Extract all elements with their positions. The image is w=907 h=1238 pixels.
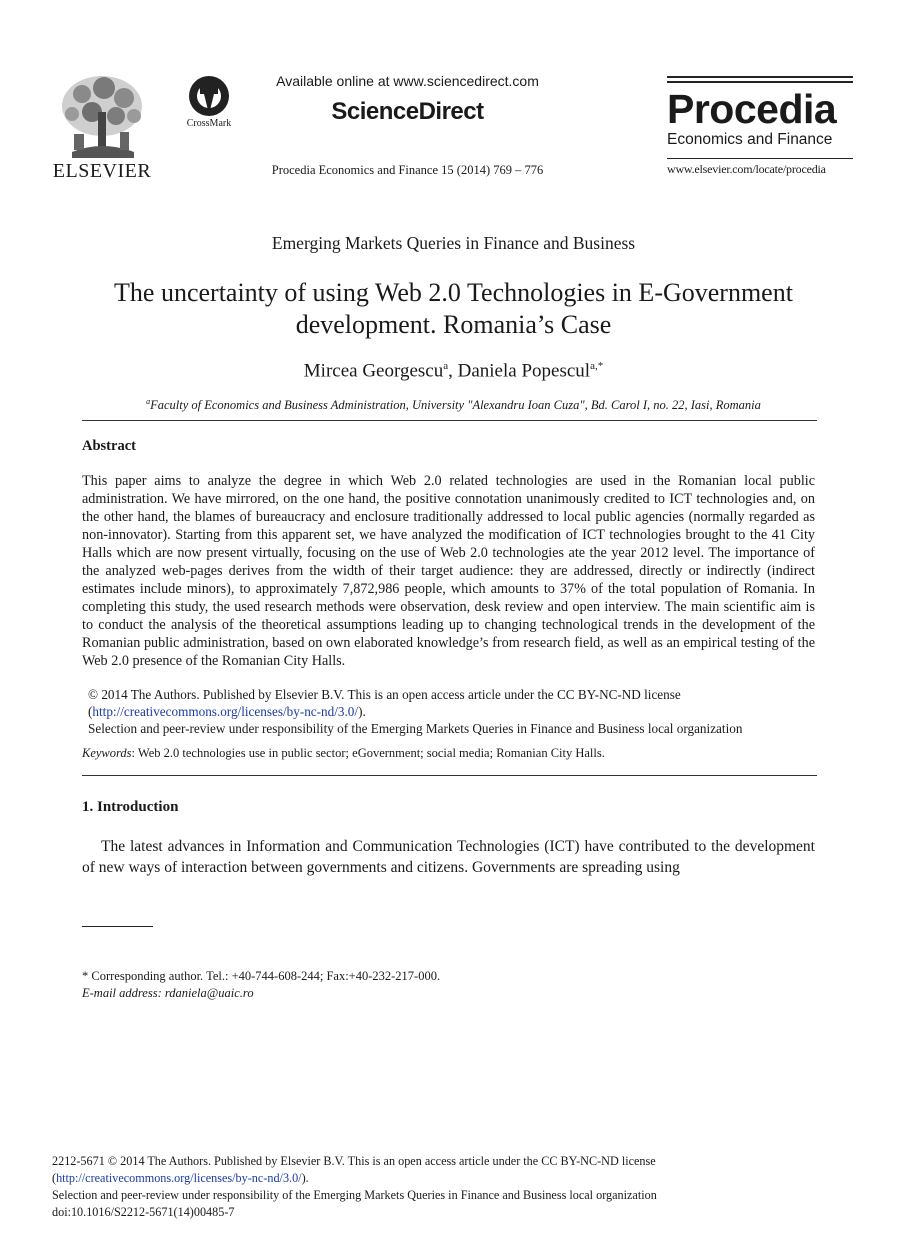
issn-copyright: 2212-5671 © 2014 The Authors. Published by Elsevier B.V. This is an open access article under the CC BY-NC-ND license bbox=[52, 1154, 656, 1168]
author-name: Mircea Georgescu bbox=[303, 360, 444, 382]
masthead-rule bbox=[667, 81, 853, 83]
affiliation-mark: a bbox=[146, 397, 151, 406]
keywords bbox=[82, 746, 815, 761]
bottom-peer-review: Selection and peer-review under responsibility of the Emerging Markets Queries in Finance and Business local organization bbox=[52, 1188, 657, 1202]
affiliation-text: Faculty of Economics and Business Administration, University "Alexandru Ioan Cuza", Bd. Carol I, no. 22, Iasi, Romania bbox=[150, 398, 761, 413]
license-line bbox=[88, 703, 813, 720]
license-paren: ). bbox=[301, 1171, 309, 1185]
bottom-notice bbox=[52, 1153, 852, 1221]
abstract-heading: Abstract bbox=[82, 438, 136, 454]
footnote-email bbox=[82, 986, 254, 1001]
license-paren: ( bbox=[52, 1171, 57, 1185]
copyright-notice bbox=[88, 686, 813, 737]
bottom-license-line bbox=[52, 1170, 852, 1187]
journal-subtitle: Economics and Finance bbox=[667, 131, 833, 148]
license-paren: ). bbox=[358, 704, 366, 719]
license-link[interactable]: http://creativecommons.org/licenses/by-nc-nd/3.0/ bbox=[92, 704, 359, 719]
author-affiliation-mark: a,* bbox=[590, 360, 604, 372]
elsevier-logo bbox=[52, 72, 152, 180]
footnote-corresponding: * Corresponding author. Tel.: +40-744-608-244; Fax:+40-232-217-000. bbox=[82, 969, 441, 983]
masthead-rule bbox=[667, 76, 853, 78]
authors bbox=[82, 360, 825, 382]
doi[interactable]: doi:10.1016/S2212-5671(14)00485-7 bbox=[52, 1205, 235, 1219]
affiliation bbox=[82, 397, 825, 413]
keywords-label: Keywords bbox=[82, 746, 132, 760]
abstract-text: This paper aims to analyze the degree in which Web 2.0 related technologies are used in the Romanian local public administration. We have mirrored, on the one hand, the positive connotation unanimously credited to ICT technologies and, on the other hand, the blames of bureaucracy and enclosure traditionally addressed to local public agencies (normally regarded as non-innovator). Starting from this apparent set, we have analyzed the modification of ICT technologies brought to the 41 City Halls which are now present virtually, focusing on the use of Web 2.0 technologies ate the year 2012 level. The importance of the analyzed web-pages derives from the width of their target audience: they are addressed, directly or indirectly (indirect estimates include minors), to approximately 7,872,986 people, which amounts to 37% of the total population of Romania. In completing this study, the used research methods were observation, desk review and open interview. The main scientific aim is to conduct the analysis of the theoretical assumptions leading up to changing technological trends in the development of the Romanian public administration, based on own elaborated knowledge’s from research field, as well as an empirical testing of the Web 2.0 presence of the Romanian City Halls. bbox=[82, 473, 815, 669]
crossmark-label: CrossMark bbox=[186, 118, 232, 129]
section-heading: 1. Introduction bbox=[82, 799, 179, 815]
elsevier-wordmark: ELSEVIER bbox=[52, 160, 152, 182]
author-separator: , bbox=[448, 360, 458, 382]
paper-title-line: The uncertainty of using Web 2.0 Technologies in E-Government bbox=[114, 278, 793, 307]
elsevier-tree-icon bbox=[52, 72, 152, 160]
conference-name: Emerging Markets Queries in Finance and Business bbox=[271, 233, 636, 253]
sciencedirect-logo: ScienceDirect bbox=[331, 98, 484, 125]
section-body: The latest advances in Information and Communication Technologies (ICT) have contributed to the development of new ways of interaction between governments and citizens. Governments are spreading using bbox=[82, 838, 815, 876]
email-address[interactable]: rdaniela@uaic.ro bbox=[161, 986, 254, 1000]
available-online[interactable]: Available online at www.sciencedirect.com bbox=[276, 73, 539, 89]
journal-title: Procedia bbox=[667, 86, 837, 132]
license-paren: ( bbox=[88, 704, 93, 719]
paper-title-line: development. Romania’s Case bbox=[295, 310, 612, 339]
email-label: E-mail address: bbox=[82, 986, 162, 1000]
divider bbox=[82, 775, 817, 776]
journal-url[interactable]: www.elsevier.com/locate/procedia bbox=[667, 158, 853, 177]
peer-review-line: Selection and peer-review under responsibility of the Emerging Markets Queries in Finance and Business local organization bbox=[88, 721, 743, 736]
divider bbox=[82, 420, 817, 421]
paper-title bbox=[60, 277, 847, 341]
author-affiliation-mark: a bbox=[443, 360, 449, 372]
copyright-line: © 2014 The Authors. Published by Elsevier B.V. This is an open access article under the CC BY-NC-ND license bbox=[88, 687, 681, 702]
journal-citation: Procedia Economics and Finance 15 (2014) 769 – 776 bbox=[271, 163, 544, 177]
footnote-rule bbox=[82, 926, 153, 927]
keywords-text: : Web 2.0 technologies use in public sector; eGovernment; social media; Romanian City Halls. bbox=[131, 746, 605, 760]
procedia-masthead bbox=[667, 76, 853, 177]
bottom-license-link[interactable]: http://creativecommons.org/licenses/by-nc-nd/3.0/ bbox=[56, 1171, 302, 1185]
author-name: Daniela Popescul bbox=[457, 360, 591, 382]
